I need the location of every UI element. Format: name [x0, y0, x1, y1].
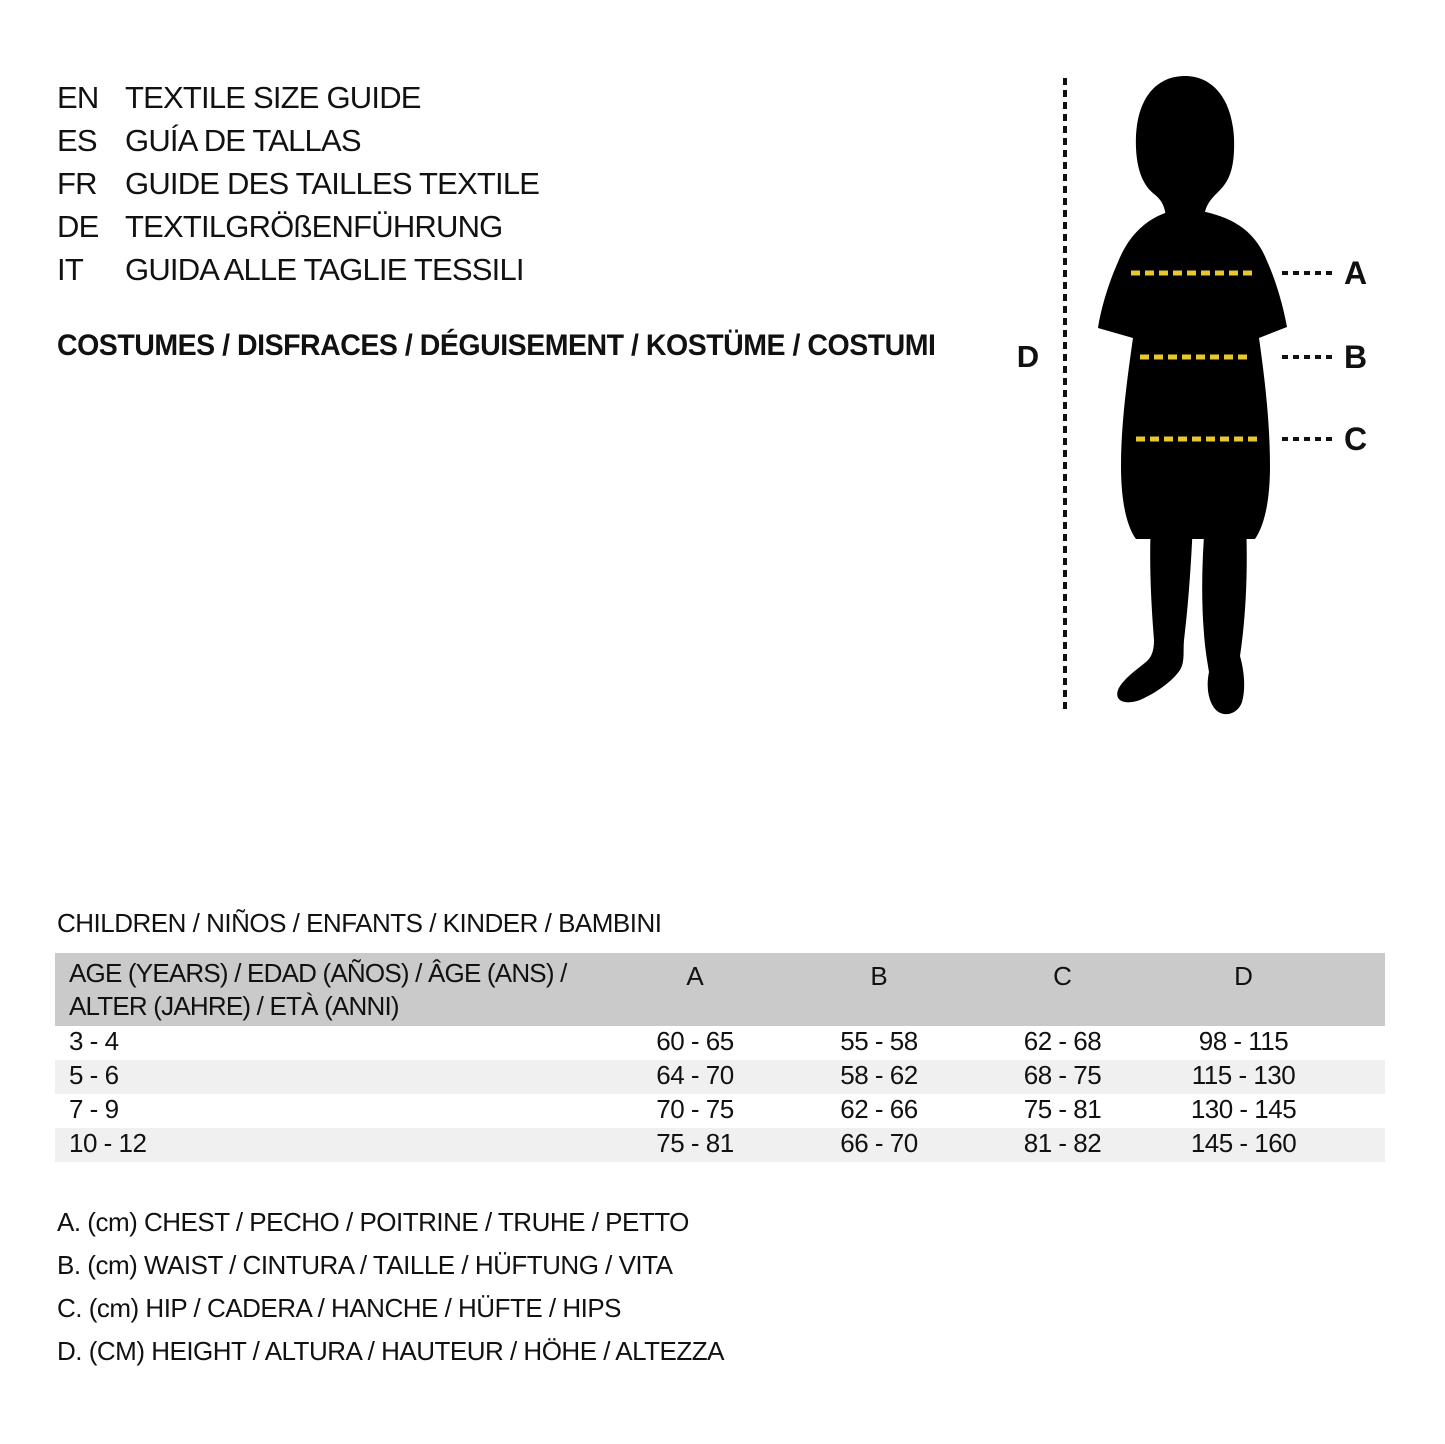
language-row-es	[57, 119, 539, 162]
measure-label-c: C	[1344, 421, 1368, 457]
language-row-fr	[57, 162, 539, 205]
hip-value-cell: 75 - 81	[1023, 1094, 1102, 1124]
waist-value-cell: 66 - 70	[840, 1128, 918, 1158]
language-title: GUIDE DES TAILLES TEXTILE	[125, 165, 540, 201]
legend-item-chest: A. (cm) CHEST / PECHO / POITRINE / TRUHE / PETTO	[57, 1207, 689, 1237]
language-title: TEXTILGRÖßENFÜHRUNG	[125, 208, 503, 244]
language-title: GUIDA ALLE TAGLIE TESSILI	[125, 251, 524, 287]
table-row	[55, 1060, 1385, 1094]
waist-value-cell: 62 - 66	[840, 1094, 918, 1124]
legend-item-hip: C. (cm) HIP / CADERA / HANCHE / HÜFTE / HIPS	[57, 1293, 622, 1323]
age-cell: 3 - 4	[69, 1026, 119, 1056]
table-row	[55, 1094, 1385, 1128]
measurement-legend	[57, 1201, 724, 1373]
category-heading: COSTUMES / DISFRACES / DÉGUISEMENT / KOSTÜME / COSTUMI	[57, 329, 936, 362]
chest-value-cell: 70 - 75	[656, 1094, 734, 1124]
language-code: FR	[57, 165, 97, 201]
age-cell: 10 - 12	[69, 1128, 147, 1158]
age-header-cell	[55, 953, 604, 1023]
height-value-cell: 115 - 130	[1191, 1060, 1296, 1090]
size-table	[55, 953, 1385, 1162]
language-title: GUÍA DE TALLAS	[125, 122, 361, 158]
column-header-c: C	[1053, 961, 1072, 991]
column-header-d: D	[1234, 961, 1253, 991]
legend-item-waist: B. (cm) WAIST / CINTURA / TAILLE / HÜFTUNG / VITA	[57, 1250, 673, 1280]
age-cell: 5 - 6	[69, 1060, 119, 1090]
table-row	[55, 1026, 1385, 1060]
chest-value-cell: 60 - 65	[656, 1026, 734, 1056]
hip-connector-line	[1282, 437, 1332, 441]
column-header-a: A	[686, 961, 704, 991]
language-row-en	[57, 76, 539, 119]
language-title: TEXTILE SIZE GUIDE	[125, 79, 421, 115]
table-header-row	[55, 953, 1385, 1026]
measure-label-b: B	[1344, 339, 1368, 375]
language-code: IT	[57, 251, 83, 287]
language-row-it	[57, 248, 539, 291]
children-section-title: CHILDREN / NIÑOS / ENFANTS / KINDER / BAMBINI	[57, 908, 662, 938]
language-list	[57, 76, 539, 291]
age-cell: 7 - 9	[69, 1094, 119, 1124]
measure-label-a: A	[1344, 255, 1368, 291]
waist-value-cell: 58 - 62	[840, 1060, 918, 1090]
measure-label-d: D	[1016, 339, 1040, 374]
legend-item-height: D. (CM) HEIGHT / ALTURA / HAUTEUR / HÖHE / ALTEZZA	[57, 1336, 724, 1366]
chest-connector-line	[1282, 271, 1332, 275]
waist-value-cell: 55 - 58	[840, 1026, 918, 1056]
language-code: EN	[57, 79, 99, 115]
column-header-b: B	[870, 961, 888, 991]
chest-value-cell: 64 - 70	[656, 1060, 734, 1090]
language-code: ES	[57, 122, 97, 158]
hip-value-cell: 81 - 82	[1023, 1128, 1102, 1158]
table-row	[55, 1128, 1385, 1162]
height-value-cell: 98 - 115	[1198, 1026, 1289, 1056]
height-measure-line	[1063, 78, 1067, 712]
chest-value-cell: 75 - 81	[656, 1128, 734, 1158]
waist-connector-line	[1282, 355, 1332, 359]
age-header-line1: AGE (YEARS) / EDAD (AÑOS) / ÂGE (ANS) /	[69, 958, 567, 988]
child-silhouette	[1088, 72, 1300, 720]
height-value-cell: 145 - 160	[1190, 1128, 1297, 1158]
hip-value-cell: 62 - 68	[1023, 1026, 1102, 1056]
height-value-cell: 130 - 145	[1190, 1094, 1297, 1124]
language-code: DE	[57, 208, 99, 244]
hip-value-cell: 68 - 75	[1023, 1060, 1102, 1090]
age-header-line2: ALTER (JAHRE) / ETÀ (ANNI)	[69, 991, 399, 1021]
language-row-de	[57, 205, 539, 248]
